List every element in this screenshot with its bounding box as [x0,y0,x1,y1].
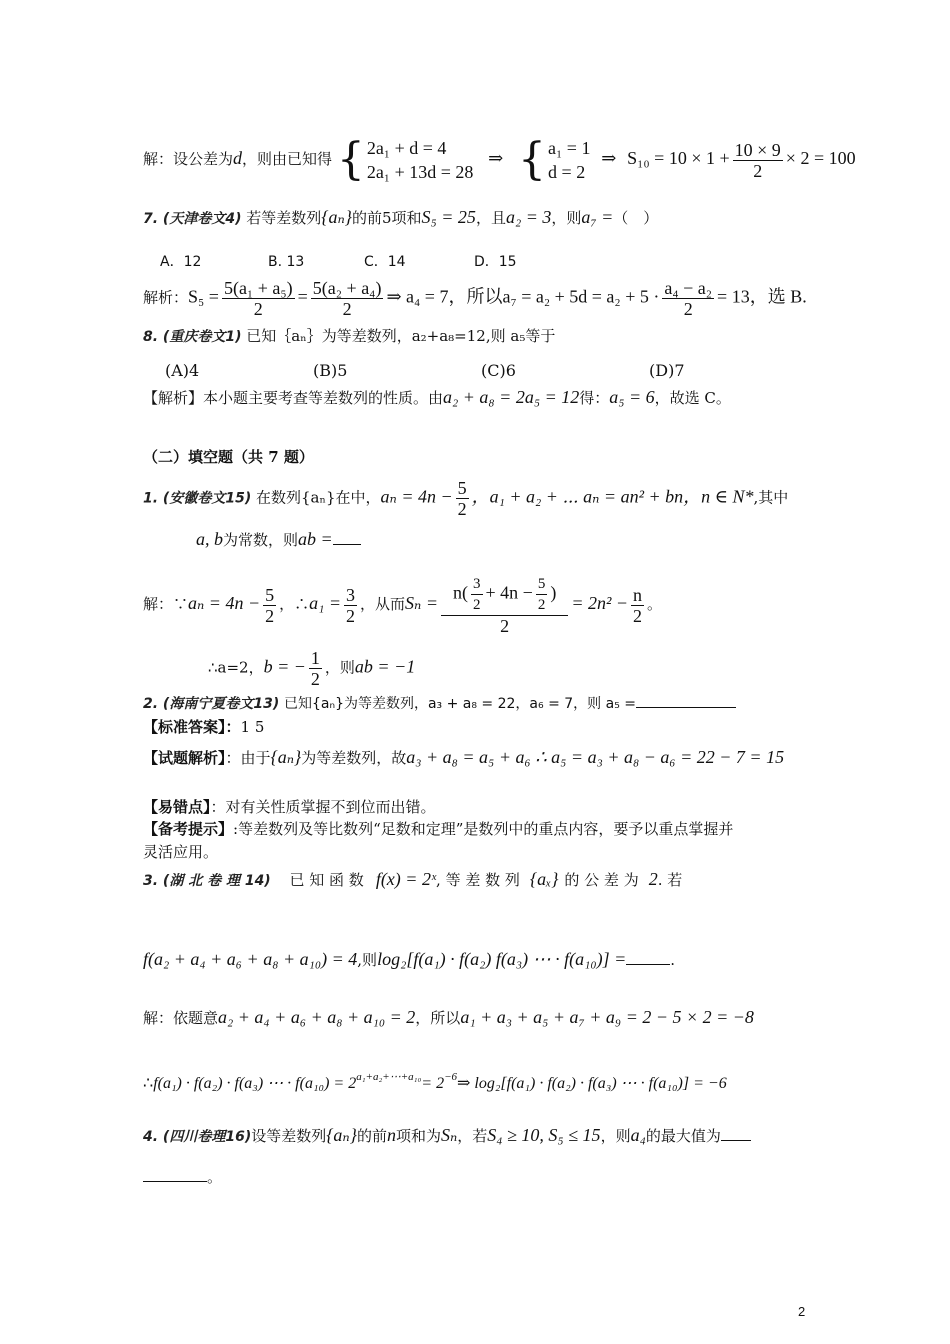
fraction: $\frac{10 \times 9}{2}$ [734,139,781,181]
left-brace: { [336,134,365,185]
answer-blank[interactable] [626,964,670,965]
option-b: (B)5 [313,361,348,380]
problem-source: 1. (安徽卷文15) [143,490,252,507]
fraction: $\frac{\text{5(a₁ + a₅)}}{2}$ [223,278,293,319]
answer-blank[interactable] [333,544,361,545]
standard-answer: 【标准答案】：1 5 [143,718,265,736]
problem-source: 7. (天津卷文4) [143,211,242,227]
fill-problem-3-cont: f(a₂ + a₄ + a₆ + a₈ + a₁₀) = 4,则log₂[f(a₁) · f(a₂) f(a₃) ⋯ · f(a₁₀)] = . [143,949,676,969]
problem-7: 7. (天津卷文4) 若等差数列{aₙ}的前5项和S₅ = 25，且a₂ = 3，则a₇ =（ ） [143,207,659,227]
option-d: D．15 [474,254,517,270]
problem-8-options [165,360,835,382]
exam-tip-cont: 灵活应用。 [143,843,219,861]
answer-blank[interactable] [143,1181,207,1182]
answer-blank[interactable] [636,707,736,708]
solution-8: 【解析】本小题主要考查等差数列的性质。由a₂ + a₈ = 2a₅ = 12得：a₅ = 6，故选 C。 [143,387,731,407]
problem-source: 3. (湖 北 卷 理 14) [143,873,271,889]
error-point: 【易错点】：对有关性质掌握不到位而出错。 [143,798,436,816]
fill-problem-1: 1. (安徽卷文15) 在数列{aₙ}在中，aₙ = 4n − $\frac{5}{2}$ ，a₁ + a₂ + ⋯ aₙ = an² + bn，n ∈ N*,其中 [143,478,789,519]
exam-tip: 【备考提示】:等差数列及等比数列“足数和定理”是数列中的重点内容，要予以重点掌握并 [143,820,734,838]
fraction: $\frac{3}{2}$ [346,584,356,626]
fill-problem-4-cont: 。 [143,1166,813,1188]
problem-source: 2. (海南宁夏卷文13) [143,696,280,712]
problem-source: 8. (重庆卷文1) [143,329,242,345]
option-a: (A)4 [165,361,200,380]
fill-problem-2: 2. (海南宁夏卷文13) 已知{aₙ}为等差数列，a₃ + a₈ = 22，a₆ = 7，则 a₅ = [143,692,813,715]
fill-problem-4: 4. (四川卷理16)设等差数列{aₙ}的前n项和为Sₙ，若S₄ ≥ 10, S₅ ≤ 15，则a₄的最大值为 [143,1124,813,1148]
solution-7: 解析：S₅ = $\frac{\text{5(a₁ + a₅)}}{2}$ = $\frac{\text{5(a₂ + a₄)}}{2}$ ⇒ a₄ = 7，所以a₇ = a₂ + 5d = a₂ + 5 · $\frac{\text{a₄ − a₂}}{2}$ = 13，选 B. [143,278,807,319]
fraction: $\frac{5}{2}$ [265,584,275,626]
fill-problem-1-cont: a, b为常数，则ab = [196,528,866,551]
fill-solution-1b: ∴a=2，b = − $\frac{1}{2}$ ，则ab = −1 [208,648,416,689]
fraction: $\frac{\text{5(a₂ + a₄)}}{2}$ [312,278,382,319]
fill-solution-3: 解：依题意a₂ + a₄ + a₆ + a₈ + a₁₀ = 2，所以a₁ + a₃ + a₅ + a₇ + a₉ = 2 − 5 × 2 = −8 [143,1007,754,1027]
section-heading: （二）填空题（共 7 题） [143,448,314,466]
option-c: (C)6 [481,361,516,380]
option-a: A．12 [160,254,202,270]
solution-6: 解：设公差为d，则由已知得 { 2a₁ + d = 4 2a₁ + 13d = 28 ⇒ { a₁ = 1 d = 2 ⇒ S₁₀ = 10 × 1 + $\frac{10 \times 9}{2}$ × 2 = 100 [143,134,856,185]
option-d: (D)7 [649,361,685,380]
solution-analysis: 【试题解析】：由于{aₙ}为等差数列，故a₃ + a₈ = a₅ + a₆ ∴ a₅ = a₃ + a₈ − a₆ = 22 − 7 = 15 [143,747,785,767]
result-system: a₁ = 1 d = 2 [548,138,591,182]
page-number: 2 [798,1304,806,1319]
solution-lead: 解：设公差为 [143,150,234,168]
fraction: $\frac{5}{2}$ [457,478,467,519]
fill-problem-3: 3. (湖 北 卷 理 14) 已 知 函 数 f(x) = 2ˣ, 等 差 数 列 {aₓ} 的 公 差 为 2. 若 [143,869,683,889]
left-brace: { [518,134,547,185]
fraction: $\frac{1}{2}$ [310,648,320,689]
fraction: $\frac{n}{2}$ [633,584,643,626]
option-c: C．14 [364,254,406,270]
fill-solution-1: 解：∵aₙ = 4n − $\frac{5}{2}$ ，∴a₁ = $\frac{3}{2}$ ，从而Sₙ = n( $\frac{3}{2}$ + 4n − $\frac{5}{2}$ ) 2 = 2n² − $\frac{n}{2}$ 。 [143,576,663,636]
problem-7-options [160,251,830,273]
fraction: $\frac{\text{a₄ − a₂}}{2}$ [664,278,713,319]
answer-blank[interactable] [721,1140,751,1141]
equation-system: 2a₁ + d = 4 2a₁ + 13d = 28 [366,138,474,182]
solution-text: ，则由已知得 [242,150,333,168]
option-b: B. 13 [268,254,305,270]
problem-8: 8. (重庆卷文1) 已知｛aₙ｝为等差数列，a₂+a₈=12,则 a₅等于 [143,327,556,345]
problem-source: 4. (四川卷理16) [143,1129,252,1145]
fill-solution-3b: ∴f(a₁) · f(a₂) · f(a₃) ⋯ · $f(a_{10}) = 2^{a_1+a_2+\cdots+a_{10}}=$ $2^{-6}\Rightarrow$ log₂[f(a₁) · f(a₂) · f(a₃) ⋯ · f(a₁₀)] = −6 [143,1071,727,1092]
fraction-sn: n( $\frac{3}{2}$ + 4n − $\frac{5}{2}$ ) 2 [441,574,568,636]
